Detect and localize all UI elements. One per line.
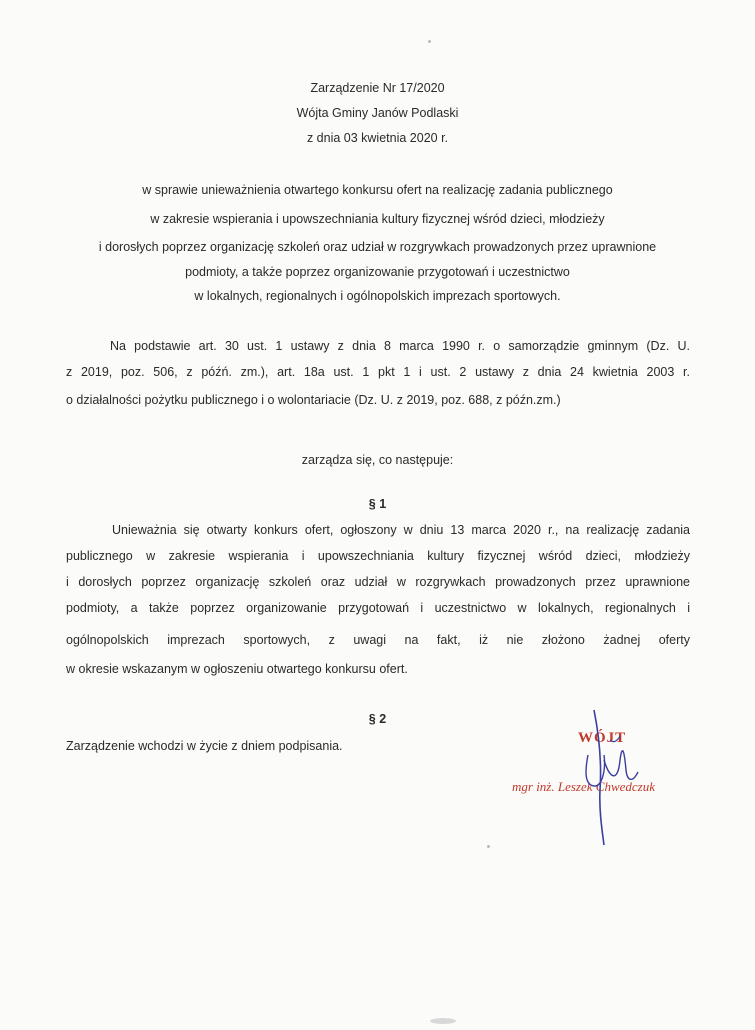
section-1-line: podmioty, a także poprzez organizowanie przygotowań i uczestnictwo w lokalnych, regionalnych i xyxy=(66,601,690,615)
section-1-line: ogólnopolskich imprezach sportowych, z uwagi na fakt, iż nie złożono żadnej oferty xyxy=(66,633,690,647)
stamp-name: mgr inż. Leszek Chwedczuk xyxy=(512,779,655,794)
scan-speck xyxy=(428,40,431,43)
section-1-line: w okresie wskazanym w ogłoszeniu otwartego konkursu ofert. xyxy=(66,662,408,676)
legal-basis-line: Na podstawie art. 30 ust. 1 ustawy z dnia 8 marca 1990 r. o samorządzie gminnym (Dz. U. xyxy=(110,339,690,353)
document-date: z dnia 03 kwietnia 2020 r. xyxy=(306,131,449,145)
handwritten-signature xyxy=(580,700,650,850)
section-1-line: Unieważnia się otwarty konkurs ofert, ogłoszony w dniu 13 marca 2020 r., na realizację zadania xyxy=(112,523,690,537)
decree-line: zarządza się, co następuje: xyxy=(301,453,454,467)
legal-basis-line: z 2019, poz. 506, z późń. zm.), art. 18a ust. 1 pkt 1 i ust. 2 ustawy z dnia 24 kwietnia 2003 r. xyxy=(66,365,690,379)
document-issuer: Wójta Gminy Janów Podlaski xyxy=(296,106,459,120)
stamp-title: WÓJT xyxy=(578,730,627,746)
scan-speck xyxy=(487,845,490,848)
section-2-heading: § 2 xyxy=(368,712,387,726)
subject-line: podmioty, a także poprzez organizowanie przygotowań i uczestnictwo xyxy=(185,265,570,279)
section-1-line: i dorosłych poprzez organizację szkoleń oraz udział w rozgrywkach prowadzonych przez uprawnione xyxy=(66,575,690,589)
scan-speck xyxy=(430,1018,456,1024)
document-title: Zarządzenie Nr 17/2020 xyxy=(310,81,445,95)
section-1-heading: § 1 xyxy=(368,497,387,511)
subject-line: w lokalnych, regionalnych i ogólnopolskich imprezach sportowych. xyxy=(194,289,561,303)
legal-basis-line: o działalności pożytku publicznego i o wolontariacie (Dz. U. z 2019, poz. 688, z późn.zm.) xyxy=(66,393,561,407)
section-1-line: publicznego w zakresie wspierania i upowszechniania kultury fizycznej wśród dzieci, młodzieży xyxy=(66,549,690,563)
subject-line: i dorosłych poprzez organizację szkoleń oraz udział w rozgrywkach prowadzonych przez uprawnione xyxy=(98,240,657,254)
subject-line: w sprawie unieważnienia otwartego konkursu ofert na realizację zadania publicznego xyxy=(142,183,613,197)
subject-line: w zakresie wspierania i upowszechniania kultury fizycznej wśród dzieci, młodzieży xyxy=(150,212,605,226)
section-2-text: Zarządzenie wchodzi w życie z dniem podpisania. xyxy=(66,739,343,753)
